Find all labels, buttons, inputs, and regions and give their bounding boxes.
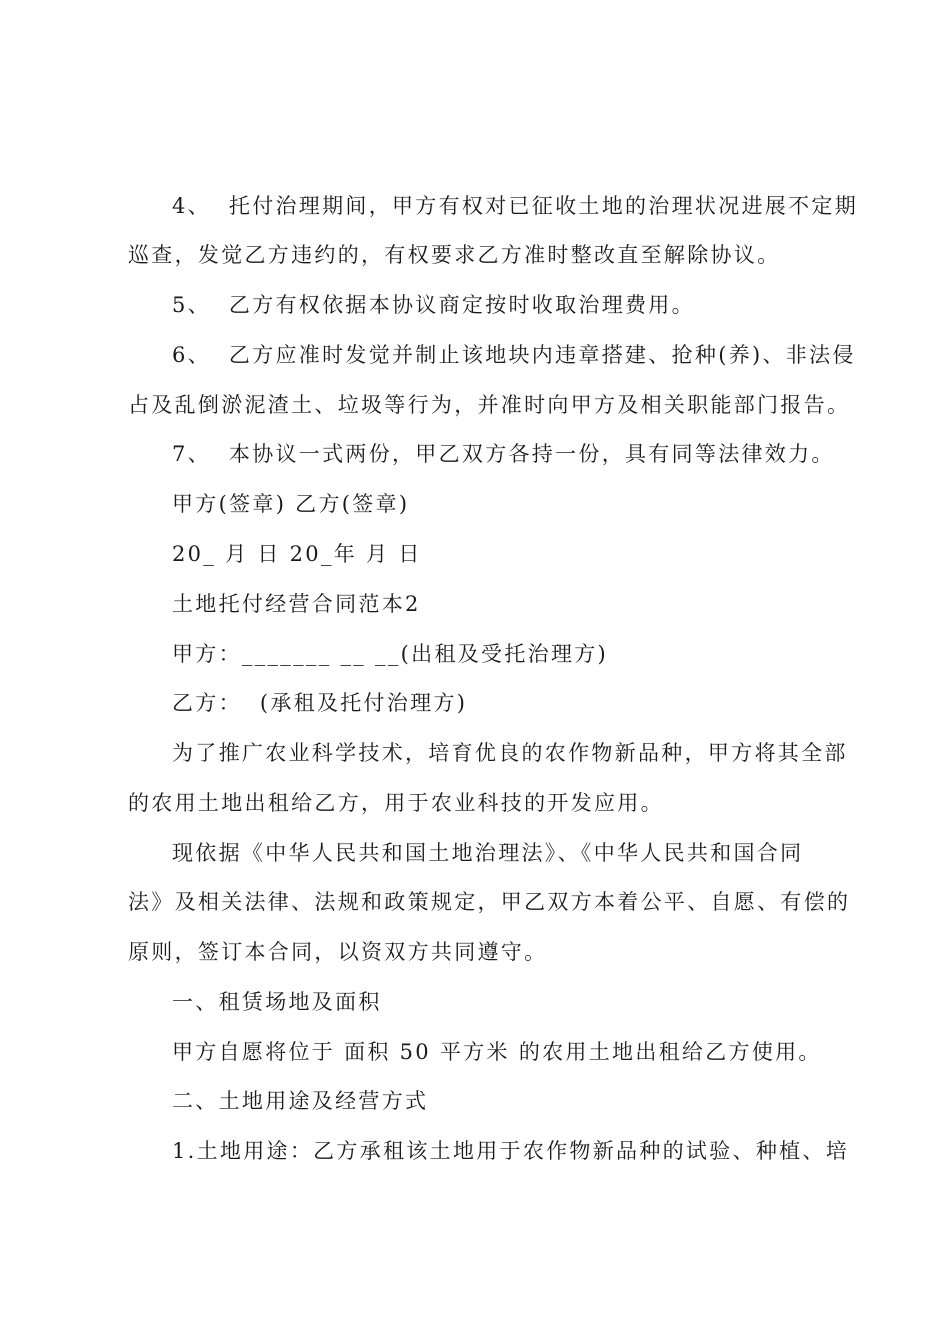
section-1-heading: 一、租赁场地及面积 [172, 990, 382, 1014]
clause-5: 5、 乙方有权依据本协议商定按时收取治理费用。 [172, 293, 695, 317]
clause-4-line-1: 4、 托付治理期间，甲方有权对已征收土地的治理状况进展不定期 [172, 194, 859, 218]
date-line: 20_ 月 日 20_年 月 日 [172, 542, 422, 566]
section-2-item-1: 1.土地用途：乙方承租该土地用于农作物新品种的试验、种植、培 [172, 1139, 850, 1163]
clause-6-line-1: 6、 乙方应准时发觉并制止该地块内违章搭建、抢种(养)、非法侵 [172, 343, 856, 367]
purpose-line-1: 为了推广农业科学技术，培育优良的农作物新品种，甲方将其全部 [172, 741, 848, 765]
clause-4-line-2: 巡查，发觉乙方违约的，有权要求乙方准时整改直至解除协议。 [128, 243, 781, 267]
contract-title: 土地托付经营合同范本2 [172, 592, 421, 616]
purpose-line-2: 的农用土地出租给乙方，用于农业科技的开发应用。 [128, 791, 664, 815]
legal-basis-line-1: 现依据《中华人民共和国土地治理法》、《中华人民共和国合同 [172, 841, 804, 865]
section-1-body: 甲方自愿将位于 面积 50 平方米 的农用土地出租给乙方使用。 [172, 1040, 822, 1064]
section-2-heading: 二、土地用途及经营方式 [172, 1089, 429, 1113]
clause-7: 7、 本协议一式两份，甲乙双方各持一份，具有同等法律效力。 [172, 442, 835, 466]
party-a: 甲方：_______ __ __(出租及受托治理方) [172, 642, 609, 666]
legal-basis-line-3: 原则，签订本合同，以资双方共同遵守。 [128, 940, 548, 964]
legal-basis-line-2: 法》及相关法律、法规和政策规定，甲乙双方本着公平、自愿、有偿的 [128, 890, 851, 914]
party-b: 乙方： (承租及托付治理方) [172, 691, 468, 715]
clause-6-line-2: 占及乱倒淤泥渣土、垃圾等行为，并准时向甲方及相关职能部门报告。 [128, 393, 851, 417]
signature-line: 甲方(签章) 乙方(签章) [172, 492, 410, 516]
